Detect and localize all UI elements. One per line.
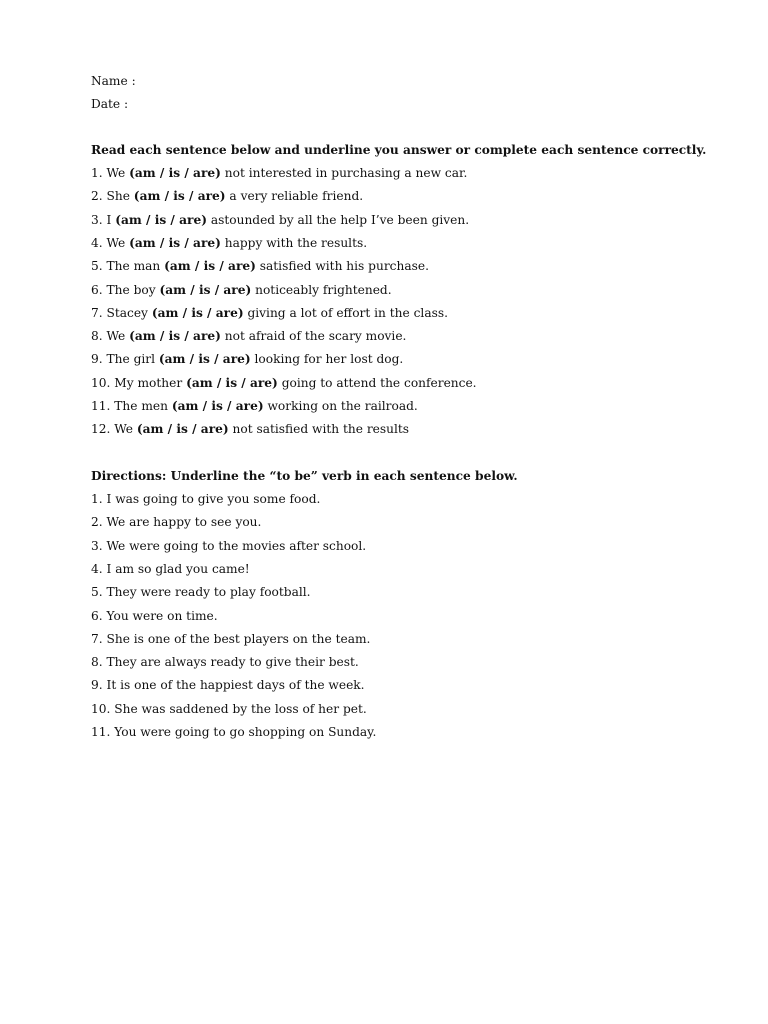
item-suffix: happy with the results. <box>220 235 368 250</box>
verb-choice: (am / is / are) <box>129 329 221 344</box>
verb-choice: (am / is / are) <box>136 422 229 437</box>
item-suffix: working on the railroad. <box>263 399 418 413</box>
item-prefix: 2. She <box>91 189 134 204</box>
verb-choice: (am / is / are) <box>133 189 226 204</box>
item-suffix: not afraid of the scary movie. <box>220 329 407 344</box>
verb-choice: (am / is / are) <box>129 235 221 250</box>
section2-item: 11. You were going to go shopping on Sunday. <box>91 725 377 739</box>
section1-item <box>91 375 477 391</box>
verb-choice: (am / is / are) <box>159 282 252 297</box>
section2-item: 10. She was saddened by the loss of her pet. <box>91 701 367 716</box>
item-prefix: 4. We <box>91 235 130 250</box>
verb-choice: (am / is / are) <box>158 352 251 367</box>
section2-item: 1. I was going to give you some food. <box>91 492 321 506</box>
section1-item <box>91 258 429 274</box>
item-prefix: 8. We <box>91 329 130 344</box>
item-suffix: not interested in purchasing a new car. <box>220 166 468 180</box>
section1-item <box>91 398 418 414</box>
verb-choice: (am / is / are) <box>115 212 207 227</box>
section1-item <box>91 305 448 321</box>
item-prefix: 1. We <box>91 166 130 180</box>
item-suffix: going to attend the conference. <box>277 375 477 390</box>
section1-item <box>91 188 363 204</box>
item-prefix: 9. The girl <box>91 352 159 367</box>
date-label: Date : <box>91 97 129 111</box>
section2-item: 9. It is one of the happiest days of the week. <box>91 678 365 693</box>
section2-item: 8. They are always ready to give their best. <box>91 655 359 670</box>
section1-item <box>91 212 469 228</box>
item-suffix: astounded by all the help I’ve been given. <box>206 212 470 227</box>
item-suffix: not satisfied with the results <box>228 422 410 437</box>
section1-item <box>91 421 409 437</box>
section2-instructions: Directions: Underline the “to be” verb in each sentence below. <box>91 469 518 483</box>
section2-item: 3. We were going to the movies after school. <box>91 538 367 553</box>
section2-item: 5. They were ready to play football. <box>91 585 311 600</box>
section2-item: 2. We are happy to see you. <box>91 515 262 530</box>
item-prefix: 5. The man <box>91 259 165 274</box>
section1-item <box>91 328 406 344</box>
item-suffix: a very reliable friend. <box>225 189 364 204</box>
section2-item: 7. She is one of the best players on the team. <box>91 631 371 646</box>
section2-item: 4. I am so glad you came! <box>91 561 250 576</box>
item-prefix: 6. The boy <box>91 282 160 297</box>
item-suffix: looking for her lost dog. <box>250 352 404 367</box>
name-label: Name : <box>91 74 136 88</box>
verb-choice: (am / is / are) <box>186 375 278 390</box>
verb-choice: (am / is / are) <box>151 305 244 320</box>
item-prefix: 7. Stacey <box>91 305 152 320</box>
section1-item <box>91 282 392 298</box>
item-prefix: 11. The men <box>91 399 172 413</box>
item-suffix: giving a lot of effort in the class. <box>243 305 448 320</box>
item-suffix: noticeably frightened. <box>251 282 392 297</box>
item-suffix: satisfied with his purchase. <box>255 259 429 274</box>
section1-item <box>91 165 467 181</box>
verb-choice: (am / is / are) <box>171 399 264 413</box>
item-prefix: 3. I <box>91 212 116 227</box>
verb-choice: (am / is / are) <box>129 166 221 180</box>
item-prefix: 12. We <box>91 422 137 437</box>
section1-instructions: Read each sentence below and underline you answer or complete each sentence correctly. <box>91 143 707 157</box>
section2-item: 6. You were on time. <box>91 608 218 623</box>
section1-item <box>91 235 367 251</box>
section1-item <box>91 351 403 367</box>
item-prefix: 10. My mother <box>91 375 187 390</box>
verb-choice: (am / is / are) <box>164 259 256 274</box>
